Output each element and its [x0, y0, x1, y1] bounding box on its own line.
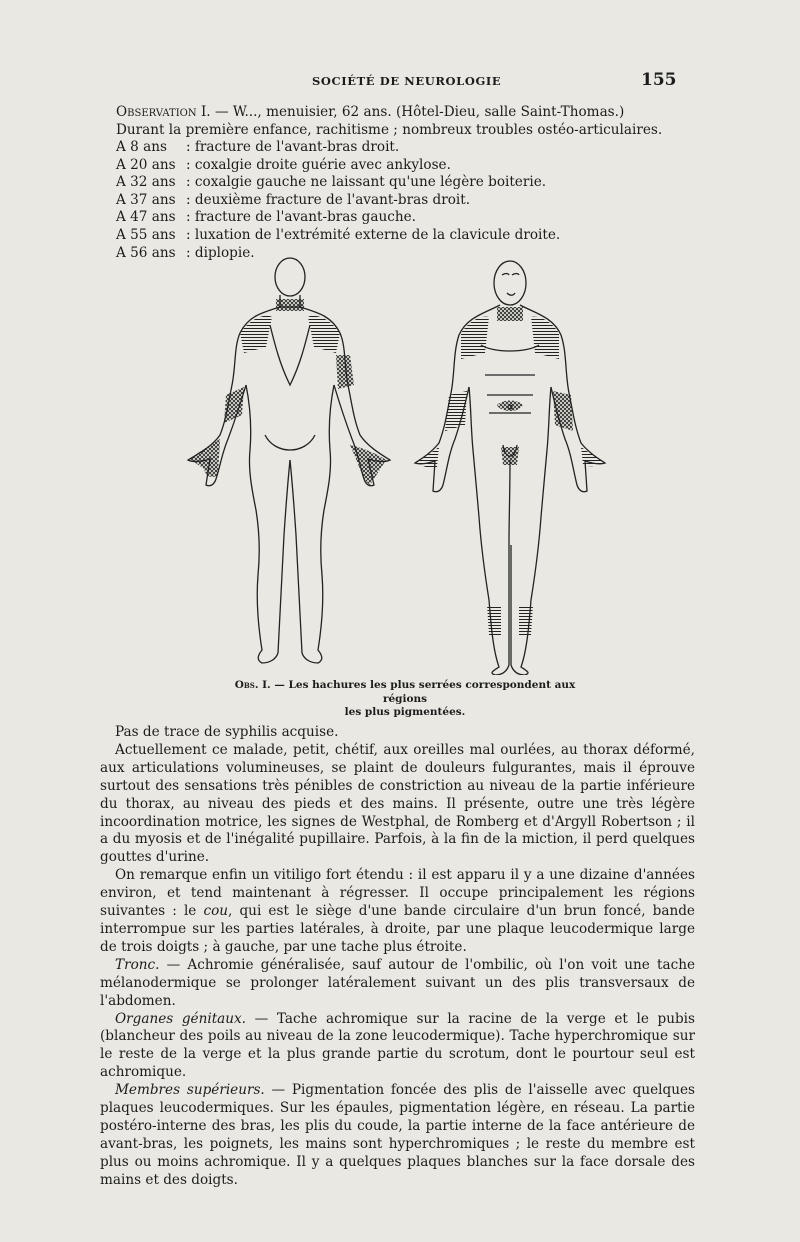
age-label: A 55 ans	[116, 226, 176, 243]
organes-text: — Tache achromique sur la racine de la verge et le pubis (blancheur des poils au niveau de la zone leucodermique). Tache hyperchromique sur le reste de la verge et la plus grande partie du scrotum, dont le pourtour seul est achromique.	[100, 1010, 695, 1081]
age-event: : coxalgie gauche ne laissant qu'une légère boiterie.	[186, 174, 547, 191]
organes-heading: Organes génitaux.	[115, 1010, 246, 1027]
age-row	[116, 209, 560, 227]
age-label: A 47 ans	[116, 209, 176, 226]
age-history-list	[116, 139, 560, 262]
age-label: A 56 ans	[116, 244, 176, 261]
observation-intro	[116, 104, 676, 122]
age-label: A 37 ans	[116, 191, 176, 208]
age-event: : fracture de l'avant-bras gauche.	[186, 209, 416, 226]
observation-childhood: Durant la première enfance, rachitisme ; nombreux troubles ostéo-articulaires.	[116, 121, 663, 138]
page-number: 155	[641, 70, 677, 90]
front-view-figure	[415, 261, 605, 675]
paragraph-vitiligo	[100, 867, 695, 957]
caption-line-2: les plus pigmentées.	[344, 706, 466, 718]
caption-text-1: — Les hachures les plus serrées correspondent aux régions	[270, 679, 576, 705]
running-header	[0, 70, 800, 90]
age-event: : fracture de l'avant-bras droit.	[186, 139, 400, 155]
age-label: A 32 ans	[116, 174, 176, 191]
caption-line-1	[230, 679, 580, 706]
body-diagram-svg	[180, 255, 610, 675]
observation-label: Observation	[116, 104, 197, 120]
paragraph-symptoms: Actuellement ce malade, petit, chétif, aux oreilles mal ourlées, au thorax déformé, aux articulations volumineuses, se plaint de douleurs fulgurantes, mais il éprouve surtout des sensations très pénibles de constriction au niveau de la partie inférieure du thorax, au niveau des pieds et des mains. Il présente, outre une très légère incoordination motrice, les signes de Westphal, de Romberg et d'Argyll Robertson ; il a du myosis et de l'inégalité pupillaire. Parfois, à la fin de la miction, il perd quelques gouttes d'urine.	[100, 741, 695, 866]
anatomical-figure	[180, 255, 610, 675]
age-row	[116, 192, 560, 210]
age-event: : coxalgie droite guérie avec ankylose.	[186, 156, 451, 173]
paragraph-membres	[100, 1082, 695, 1189]
paragraph-organes	[100, 1011, 695, 1083]
age-row	[116, 157, 560, 175]
observation-intro-text: I. — W..., menuisier, 62 ans. (Hôtel-Dieu, salle Saint-Thomas.)	[200, 104, 625, 120]
age-label: A 20 ans	[116, 156, 176, 173]
caption-label: Obs. I.	[234, 679, 271, 691]
back-view-pigment-hatching	[190, 316, 386, 485]
cou-text: , qui est le siège d'une bande circulaire d'un brun foncé, bande interrompue sur les parties latérales, à droite, par une plaque leucodermique large de trois doigts ; à gauche, par une tache plus étroite.	[100, 903, 695, 955]
age-event: : diplopie.	[186, 244, 255, 261]
paragraph-syphilis: Pas de trace de syphilis acquise.	[115, 724, 339, 740]
membres-text: — Pigmentation foncée des plis de l'aisselle avec quelques plaques leucodermiques. Sur les épaules, pigmentation légère, en réseau. La partie postéro-interne des bras, les plis du coude, la partie interne de la face antérieure de avant-bras, les poignets, les mains sont hyperchromiques ; le reste du membre est plus ou moins achromique. Il y a quelques plaques blanches sur la face dorsale des mains et des doigts.	[100, 1082, 695, 1188]
age-label: A 8 ans	[116, 139, 167, 155]
tronc-text: — Achromie généralisée, sauf autour de l'ombilic, où l'on voit une tache mélanodermique se prolonger latéralement suivant un des plis transversaux de l'abdomen.	[100, 956, 695, 1009]
age-row	[116, 227, 560, 245]
age-row	[116, 174, 560, 192]
age-event: : deuxième fracture de l'avant-bras droit.	[186, 191, 471, 208]
tronc-heading: Tronc.	[115, 956, 160, 973]
age-row	[116, 139, 560, 157]
body-text	[100, 724, 695, 1190]
membres-heading: Membres supérieurs.	[115, 1082, 265, 1099]
vitiligo-text: On remarque enfin un vitiligo fort étendu : il est apparu il y a une dizaine d'années environ, et tend maintenant à régresser. Il occupe principalement les régions suivantes : le	[100, 867, 695, 920]
cou-term: cou	[203, 903, 229, 920]
age-event: : luxation de l'extrémité externe de la clavicule droite.	[186, 226, 561, 243]
observation-header	[116, 104, 676, 139]
figure-caption	[230, 679, 580, 720]
paragraph-tronc	[100, 957, 695, 1011]
running-title: SOCIÉTÉ DE NEUROLOGIE	[312, 74, 502, 88]
